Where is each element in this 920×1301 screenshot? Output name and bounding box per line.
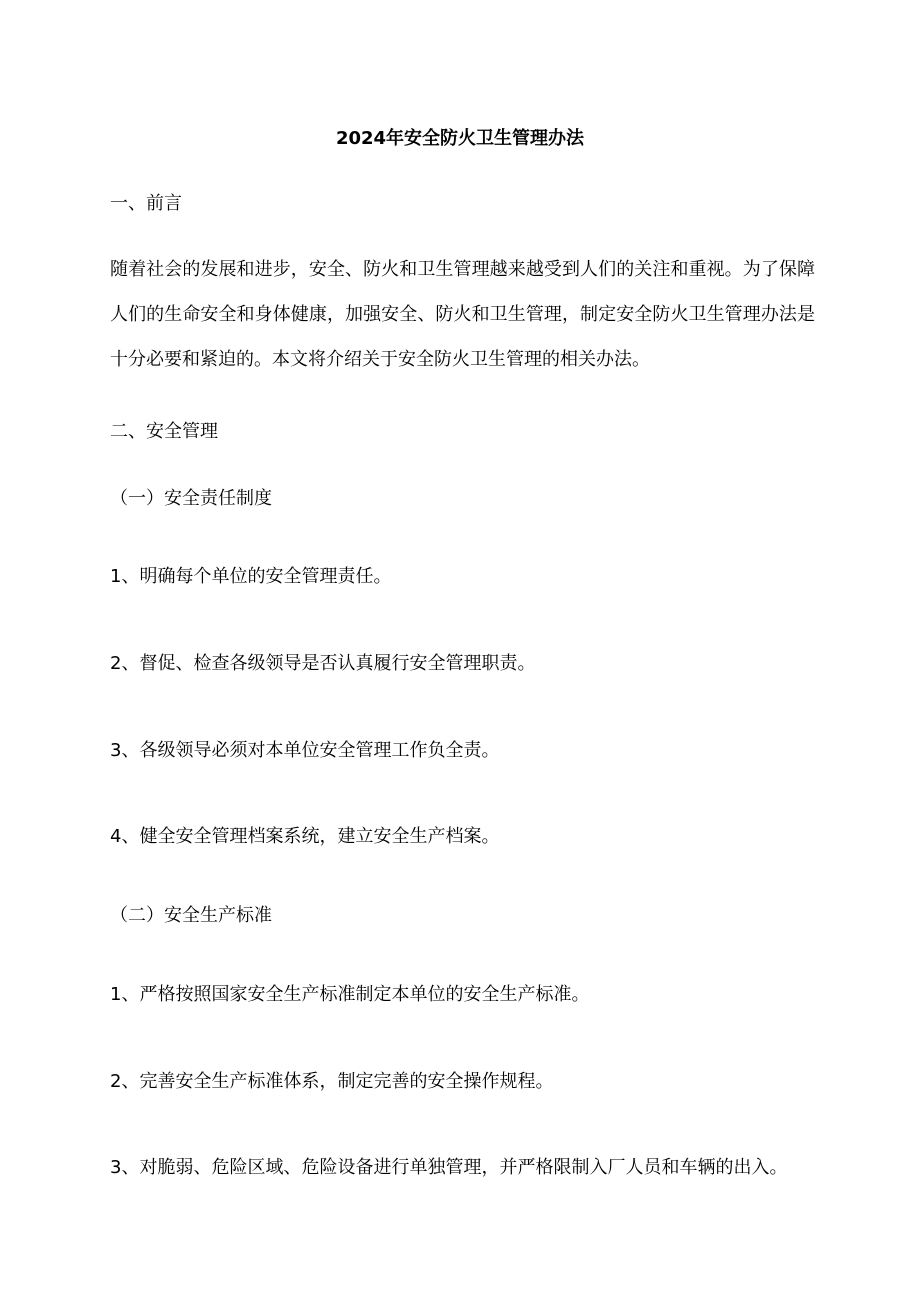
subsection-heading-production-standards: （二）安全生产标准 xyxy=(110,905,272,926)
section-heading-safety-management: 二、安全管理 xyxy=(110,421,218,442)
list-item: 2、完善安全生产标准体系，制定完善的安全操作规程。 xyxy=(110,1071,554,1092)
list-item: 4、健全安全管理档案系统，建立安全生产档案。 xyxy=(110,826,500,847)
list-item: 3、对脆弱、危险区域、危险设备进行单独管理，并严格限制入厂人员和车辆的出入。 xyxy=(110,1157,788,1178)
list-item: 1、明确每个单位的安全管理责任。 xyxy=(110,566,392,587)
list-item: 3、各级领导必须对本单位安全管理工作负全责。 xyxy=(110,740,500,761)
section-heading-preface: 一、前言 xyxy=(110,193,182,214)
document-title: 2024年安全防火卫生管理办法 xyxy=(335,128,585,149)
list-item: 1、严格按照国家安全生产标准制定本单位的安全生产标准。 xyxy=(110,984,590,1005)
list-item: 2、督促、检查各级领导是否认真履行安全管理职责。 xyxy=(110,653,536,674)
subsection-heading-responsibility: （一）安全责任制度 xyxy=(110,488,272,509)
intro-paragraph: 随着社会的发展和进步，安全、防火和卫生管理越来越受到人们的关注和重视。为了保障人们的生命安全和身体健康，加强安全、防火和卫生管理，制定安全防火卫生管理办法是十分必要和紧迫的。本文将介绍关于安全防火卫生管理的相关办法。 xyxy=(110,259,815,370)
